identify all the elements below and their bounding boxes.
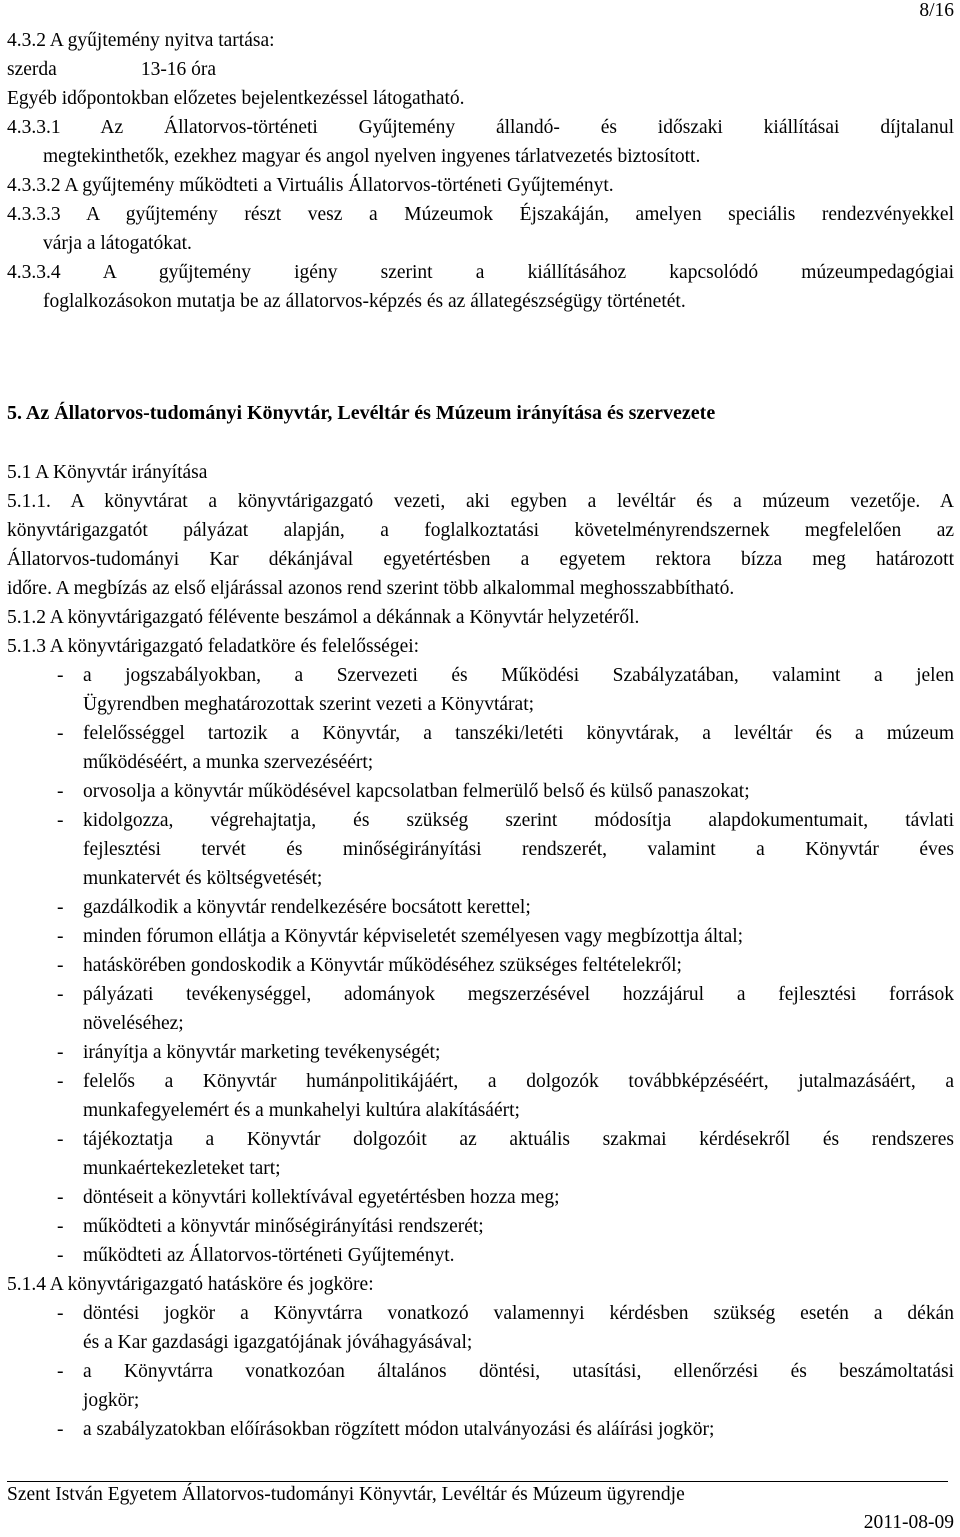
list-item-text: minden fórumon ellátja a Könyvtár képviseletét személyesen vagy megbízottja által; bbox=[83, 926, 744, 947]
list-dash: - bbox=[57, 1129, 64, 1150]
list-dash: - bbox=[57, 984, 64, 1005]
list-item-text: döntési jogkör a Könyvtárra vonatkozó valamennyi kérdésben szükség esetén a dékán bbox=[83, 1303, 954, 1324]
list-dash: - bbox=[57, 1303, 64, 1324]
list-dash: - bbox=[57, 1419, 64, 1440]
list-item-line bbox=[7, 922, 954, 951]
section-title: 5. Az Állatorvos-tudományi Könyvtár, Levéltár és Múzeum irányítása és szervezete bbox=[7, 402, 716, 424]
list-item-line bbox=[7, 777, 954, 806]
list-dash: - bbox=[57, 810, 64, 831]
list-item-text: kidolgozza, végrehajtatja, és szükség szerint módosítja alapdokumentumait, távlati bbox=[83, 810, 954, 831]
list-item-text: a szabályzatokban előírásokban rögzített módon utalványozási és aláírási jogkör; bbox=[83, 1419, 715, 1440]
list-item-line bbox=[7, 893, 954, 922]
list-item-line: fejlesztési tervét és minőségirányítási rendszerét, valamint a Könyvtár éves bbox=[83, 839, 954, 860]
footer-divider bbox=[7, 1481, 948, 1482]
opening-note: Egyéb időpontokban előzetes bejelentkezéssel látogatható. bbox=[7, 88, 465, 109]
list-item-line bbox=[7, 1212, 954, 1241]
list-item-line: és a Kar gazdasági igazgatójának jóváhagyásával; bbox=[83, 1332, 473, 1353]
list-item-text: irányítja a könyvtár marketing tevékenységét; bbox=[83, 1042, 441, 1063]
list-dash: - bbox=[57, 781, 64, 802]
list-dash: - bbox=[57, 1071, 64, 1092]
list-dash: - bbox=[57, 926, 64, 947]
list-item-line bbox=[7, 1125, 954, 1154]
para-4-3-3-4-line1: 4.3.3.4 A gyűjtemény igény szerint a kiállításához kapcsolódó múzeumpedagógiai bbox=[7, 262, 954, 283]
list-item-line bbox=[7, 1183, 954, 1212]
list-item-text: felelősséggel tartozik a Könyvtár, a tanszéki/letéti könyvtárak, a levéltár és a múzeum bbox=[83, 723, 954, 744]
list-dash: - bbox=[57, 955, 64, 976]
list-dash: - bbox=[57, 1187, 64, 1208]
list-item-text: hatáskörében gondoskodik a Könyvtár működéséhez szükséges feltételekről; bbox=[83, 955, 682, 976]
list-item-text: gazdálkodik a könyvtár rendelkezésére bocsátott kerettel; bbox=[83, 897, 531, 918]
list-item-line bbox=[7, 980, 954, 1009]
list-item-line bbox=[7, 661, 954, 690]
page-number: 8/16 bbox=[919, 0, 954, 21]
list-item-text: felelős a Könyvtár humánpolitikájáért, a dolgozók továbbképzéséért, jutalmazásáért, a bbox=[83, 1071, 954, 1092]
list-item-text: működteti az Állatorvos-történeti Gyűjteményt. bbox=[83, 1245, 455, 1266]
list-item-line bbox=[7, 1067, 954, 1096]
list-item-line bbox=[7, 806, 954, 835]
list-item-text: a jogszabályokban, a Szervezeti és Működési Szabályzatában, valamint a jelen bbox=[83, 665, 954, 686]
top-section bbox=[7, 26, 954, 316]
para-4-3-3-4-line2: foglalkozásokon mutatja be az állatorvos-képzés és az állategészségügy történetét. bbox=[43, 291, 686, 312]
para-5-1-1-line4: időre. A megbízás az első eljárással azonos rend szerint több alkalommal meghosszabbítható. bbox=[7, 578, 735, 599]
list-item-line bbox=[7, 1357, 954, 1386]
list-dash: - bbox=[57, 665, 64, 686]
heading-4-3-2: 4.3.2 A gyűjtemény nyitva tartása: bbox=[7, 30, 275, 51]
para-5-1-2: 5.1.2 A könyvtárigazgató félévente beszámol a dékánnak a Könyvtár helyzetéről. bbox=[7, 607, 640, 628]
list-dash: - bbox=[57, 897, 64, 918]
para-5-1-4: 5.1.4 A könyvtárigazgató hatásköre és jogköre: bbox=[7, 1274, 374, 1295]
body-section bbox=[7, 458, 954, 1444]
list-dash: - bbox=[57, 723, 64, 744]
list-item-line bbox=[7, 719, 954, 748]
footer-date: 2011-08-09 bbox=[863, 1512, 954, 1533]
list-item-text: pályázati tevékenységgel, adományok megszerzésével hozzájárul a fejlesztési források bbox=[83, 984, 954, 1005]
list-dash: - bbox=[57, 1216, 64, 1237]
para-5-1-1-line1: 5.1.1. A könyvtárat a könyvtárigazgató vezeti, aki egyben a levéltár és a múzeum vezetője. A bbox=[7, 491, 954, 512]
para-5-1-3: 5.1.3 A könyvtárigazgató feladatköre és felelősségei: bbox=[7, 636, 420, 657]
list-item-line bbox=[7, 1038, 954, 1067]
list-item-line: munkatervét és költségvetését; bbox=[83, 868, 323, 889]
list-dash: - bbox=[57, 1042, 64, 1063]
list-item-line: növeléséhez; bbox=[83, 1013, 184, 1034]
list-item-line: Ügyrendben meghatározottak szerint vezeti a Könyvtárat; bbox=[83, 694, 535, 715]
para-5-1-1-line2: könyvtárigazgatót pályázat alapján, a foglalkoztatási követelményrendszernek megfelelően az bbox=[7, 520, 954, 541]
list-item-text: működteti a könyvtár minőségirányítási rendszerét; bbox=[83, 1216, 484, 1237]
duties-list bbox=[7, 661, 954, 1270]
list-item-line bbox=[7, 1299, 954, 1328]
list-item-text: döntéseit a könyvtári kollektívával egyetértésben hozza meg; bbox=[83, 1187, 560, 1208]
footer-text: Szent István Egyetem Állatorvos-tudományi Könyvtár, Levéltár és Múzeum ügyrendje bbox=[7, 1484, 685, 1505]
list-item-text: tájékoztatja a Könyvtár dolgozóit az aktuális szakmai kérdésekről és rendszeres bbox=[83, 1129, 954, 1150]
list-item-line: működéséért, a munka szervezéséért; bbox=[83, 752, 374, 773]
para-4-3-3-3-line1: 4.3.3.3 A gyűjtemény részt vesz a Múzeumok Éjszakáján, amelyen speciális rendezvényekkel bbox=[7, 204, 954, 225]
list-dash: - bbox=[57, 1245, 64, 1266]
list-item-line bbox=[7, 1415, 954, 1444]
para-4-3-3-3-line2: várja a látogatókat. bbox=[43, 233, 192, 254]
list-item-line bbox=[7, 1241, 954, 1270]
opening-hours bbox=[7, 55, 954, 84]
list-dash: - bbox=[57, 1361, 64, 1382]
para-4-3-3-1-line2: megtekinthetők, ezekhez magyar és angol nyelven ingyenes tárlatvezetés biztosított. bbox=[43, 146, 701, 167]
opening-time: 13-16 óra bbox=[140, 59, 217, 80]
list-item-text: orvosolja a könyvtár működésével kapcsolatban felmerülő belső és külső panaszokat; bbox=[83, 781, 750, 802]
para-5-1-1-line3: Állatorvos-tudományi Kar dékánjával egyetértésben a egyetem rektora bízza meg határozott bbox=[7, 549, 954, 570]
para-4-3-3-2: 4.3.3.2 A gyűjtemény működteti a Virtuális Állatorvos-történeti Gyűjteményt. bbox=[7, 175, 614, 196]
list-item-line: munkafegyelemért és a munkahelyi kultúra alakításáért; bbox=[83, 1100, 520, 1121]
heading-5-1: 5.1 A Könyvtár irányítása bbox=[7, 462, 208, 483]
para-4-3-3-1-line1: 4.3.3.1 Az Állatorvos-történeti Gyűjtemény állandó- és időszaki kiállításai díjtalanul bbox=[7, 117, 954, 138]
powers-list bbox=[7, 1299, 954, 1444]
opening-day: szerda bbox=[7, 59, 57, 80]
list-item-text: a Könyvtárra vonatkozóan általános döntési, utasítási, ellenőrzési és beszámoltatási bbox=[83, 1361, 954, 1382]
list-item-line bbox=[7, 951, 954, 980]
list-item-line: munkaértekezleteket tart; bbox=[83, 1158, 281, 1179]
list-item-line: jogkör; bbox=[83, 1390, 140, 1411]
